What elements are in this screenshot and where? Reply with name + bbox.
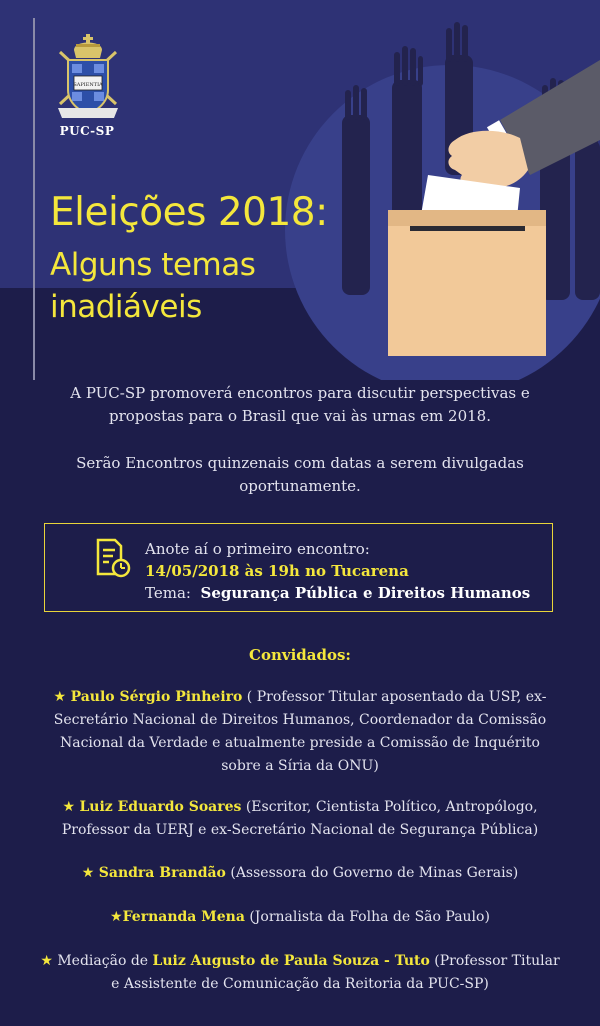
guest-item (40, 862, 560, 885)
guest-description: (Professor Titular e Assistente de Comunicação da Reitoria da PUC-SP) (111, 953, 560, 992)
guest-description: (Assessora do Governo de Minas Gerais) (225, 865, 519, 881)
event-lead: Anote aí o primeiro encontro: (145, 540, 370, 558)
page-subtitle: Alguns temas inadiáveis (50, 247, 256, 325)
guest-description: (Escritor, Cientista Político, Antropólogo, Professor da UERJ e ex-Secretário Nacional de Segurança Pública) (61, 799, 539, 838)
ballot-box-icon (388, 210, 546, 356)
page-title: Eleições 2018: (50, 190, 328, 235)
star-icon: ★ (40, 953, 53, 969)
star-icon: ★ (62, 799, 75, 815)
event-datetime: 14/05/2018 às 19h no Tucarena (145, 562, 409, 580)
guest-name: Luiz Augusto de Paula Souza - Tuto (152, 953, 430, 969)
guest-name: Luiz Eduardo Soares (79, 799, 242, 815)
star-icon: ★ (53, 689, 67, 705)
svg-text:SAPIENTIA: SAPIENTIA (73, 82, 103, 88)
event-details (145, 538, 530, 604)
event-topic-label: Tema: (145, 584, 191, 602)
guest-item (40, 686, 560, 778)
intro-text (40, 382, 560, 522)
guest-name: Paulo Sérgio Pinheiro (70, 689, 243, 705)
org-name: PUC-SP (59, 124, 115, 138)
event-topic: Segurança Pública e Direitos Humanos (200, 584, 531, 602)
guest-name: Fernanda Mena (122, 909, 245, 925)
guest-item (40, 950, 560, 996)
calendar-document-icon (95, 538, 131, 578)
puc-sp-crest-logo (50, 32, 126, 122)
divider-line (33, 18, 35, 380)
star-icon: ★ (110, 909, 123, 925)
star-icon: ★ (81, 865, 95, 881)
intro-paragraph-1: A PUC-SP promoverá encontros para discutir perspectivas e propostas para o Brasil que vai às urnas em 2018. (70, 384, 530, 425)
guest-item (40, 906, 560, 929)
guest-description: ( Professor Titular aposentado da USP, ex-Secretário Nacional de Direitos Humanos, Coordenador da Comissão Nacional da Verdade e atualmente preside a Comissão de Inquérito sobre a Síria da ONU) (53, 689, 547, 774)
ballot-slot (410, 226, 525, 231)
guest-description: (Jornalista da Folha de São Paulo) (244, 909, 490, 925)
intro-paragraph-2: Serão Encontros quinzenais com datas a serem divulgadas oportunamente. (76, 454, 524, 495)
event-box (44, 523, 553, 612)
guest-name: Sandra Brandão (98, 865, 226, 881)
guest-prefix: Mediação de (57, 953, 153, 969)
guests-heading: Convidados: (249, 646, 351, 664)
guest-item (40, 796, 560, 842)
event-topic-row (145, 582, 530, 604)
